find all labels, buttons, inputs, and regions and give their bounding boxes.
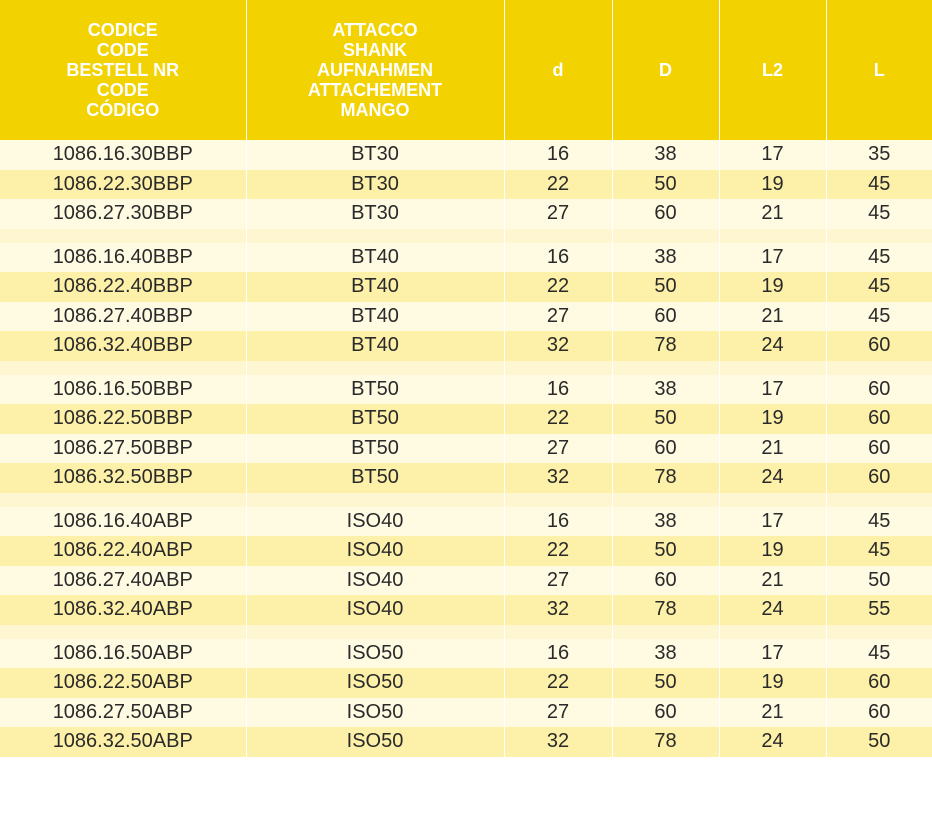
table-row xyxy=(0,375,932,405)
cell-D: 60 xyxy=(612,434,719,464)
cell-L: 50 xyxy=(826,566,932,596)
cell-code: 1086.27.40ABP xyxy=(0,566,246,596)
spacer-cell xyxy=(719,229,826,243)
cell-d: 27 xyxy=(504,199,612,229)
header-L: L xyxy=(826,0,932,140)
cell-code: 1086.22.30BBP xyxy=(0,170,246,200)
header-L2: L2 xyxy=(719,0,826,140)
spacer-cell xyxy=(0,625,246,639)
cell-L: 60 xyxy=(826,375,932,405)
cell-L2: 24 xyxy=(719,331,826,361)
spacer-cell xyxy=(0,361,246,375)
cell-L: 50 xyxy=(826,727,932,757)
spacer-cell xyxy=(246,625,504,639)
header-D: D xyxy=(612,0,719,140)
cell-d: 16 xyxy=(504,375,612,405)
cell-L2: 17 xyxy=(719,507,826,537)
cell-L: 60 xyxy=(826,463,932,493)
cell-L: 45 xyxy=(826,302,932,332)
cell-d: 27 xyxy=(504,566,612,596)
cell-L2: 21 xyxy=(719,302,826,332)
cell-D: 50 xyxy=(612,404,719,434)
cell-L2: 19 xyxy=(719,272,826,302)
cell-d: 16 xyxy=(504,243,612,273)
group-spacer xyxy=(0,229,932,243)
cell-code: 1086.32.50ABP xyxy=(0,727,246,757)
cell-L2: 24 xyxy=(719,595,826,625)
cell-D: 78 xyxy=(612,463,719,493)
cell-L: 45 xyxy=(826,243,932,273)
cell-shank: BT30 xyxy=(246,170,504,200)
cell-shank: ISO40 xyxy=(246,507,504,537)
cell-d: 32 xyxy=(504,727,612,757)
cell-L: 60 xyxy=(826,668,932,698)
spacer-cell xyxy=(0,229,246,243)
cell-shank: ISO40 xyxy=(246,595,504,625)
cell-L2: 19 xyxy=(719,536,826,566)
cell-L2: 24 xyxy=(719,727,826,757)
cell-d: 16 xyxy=(504,507,612,537)
cell-L2: 24 xyxy=(719,463,826,493)
cell-D: 60 xyxy=(612,698,719,728)
spacer-cell xyxy=(826,493,932,507)
cell-d: 16 xyxy=(504,140,612,170)
table-row xyxy=(0,404,932,434)
spacer-cell xyxy=(246,361,504,375)
table-row xyxy=(0,243,932,273)
cell-shank: ISO50 xyxy=(246,668,504,698)
cell-code: 1086.27.40BBP xyxy=(0,302,246,332)
cell-D: 78 xyxy=(612,595,719,625)
cell-L2: 21 xyxy=(719,698,826,728)
cell-D: 38 xyxy=(612,140,719,170)
cell-L2: 17 xyxy=(719,140,826,170)
cell-code: 1086.16.40ABP xyxy=(0,507,246,537)
cell-D: 78 xyxy=(612,331,719,361)
cell-L2: 17 xyxy=(719,639,826,669)
header-code: CODICE CODE BESTELL NR CODE CÓDIGO xyxy=(0,0,246,140)
cell-shank: BT50 xyxy=(246,463,504,493)
spacer-cell xyxy=(246,229,504,243)
cell-L2: 19 xyxy=(719,668,826,698)
cell-d: 32 xyxy=(504,331,612,361)
cell-d: 27 xyxy=(504,302,612,332)
cell-shank: BT30 xyxy=(246,199,504,229)
table-body xyxy=(0,140,932,757)
cell-d: 32 xyxy=(504,595,612,625)
cell-D: 38 xyxy=(612,375,719,405)
spacer-cell xyxy=(826,229,932,243)
cell-D: 50 xyxy=(612,272,719,302)
cell-L: 60 xyxy=(826,698,932,728)
cell-d: 32 xyxy=(504,463,612,493)
cell-L: 35 xyxy=(826,140,932,170)
cell-shank: BT40 xyxy=(246,302,504,332)
spacer-cell xyxy=(612,361,719,375)
table-row xyxy=(0,507,932,537)
cell-L: 45 xyxy=(826,272,932,302)
table-row xyxy=(0,434,932,464)
table-row xyxy=(0,140,932,170)
spacer-cell xyxy=(719,625,826,639)
spacer-cell xyxy=(719,493,826,507)
table-row xyxy=(0,302,932,332)
table-row xyxy=(0,536,932,566)
table-row xyxy=(0,272,932,302)
cell-code: 1086.27.50BBP xyxy=(0,434,246,464)
cell-L: 60 xyxy=(826,404,932,434)
cell-L: 45 xyxy=(826,536,932,566)
cell-code: 1086.22.40BBP xyxy=(0,272,246,302)
table-row xyxy=(0,170,932,200)
cell-d: 22 xyxy=(504,170,612,200)
cell-code: 1086.27.50ABP xyxy=(0,698,246,728)
cell-D: 60 xyxy=(612,302,719,332)
spacer-cell xyxy=(719,361,826,375)
cell-code: 1086.32.40BBP xyxy=(0,331,246,361)
cell-shank: ISO50 xyxy=(246,727,504,757)
cell-D: 60 xyxy=(612,199,719,229)
cell-code: 1086.27.30BBP xyxy=(0,199,246,229)
spacer-cell xyxy=(246,493,504,507)
group-spacer xyxy=(0,493,932,507)
cell-D: 60 xyxy=(612,566,719,596)
spacer-cell xyxy=(0,493,246,507)
table-row xyxy=(0,727,932,757)
cell-shank: ISO50 xyxy=(246,698,504,728)
cell-D: 78 xyxy=(612,727,719,757)
cell-code: 1086.22.50ABP xyxy=(0,668,246,698)
cell-D: 38 xyxy=(612,243,719,273)
cell-L2: 21 xyxy=(719,199,826,229)
cell-L2: 19 xyxy=(719,170,826,200)
cell-L2: 19 xyxy=(719,404,826,434)
table-row xyxy=(0,668,932,698)
spacer-cell xyxy=(504,229,612,243)
cell-d: 27 xyxy=(504,434,612,464)
cell-L: 45 xyxy=(826,199,932,229)
cell-L: 45 xyxy=(826,639,932,669)
cell-L: 45 xyxy=(826,170,932,200)
cell-L2: 17 xyxy=(719,243,826,273)
cell-code: 1086.32.40ABP xyxy=(0,595,246,625)
cell-D: 38 xyxy=(612,639,719,669)
table-row xyxy=(0,698,932,728)
cell-code: 1086.22.40ABP xyxy=(0,536,246,566)
cell-L2: 21 xyxy=(719,434,826,464)
cell-shank: BT40 xyxy=(246,331,504,361)
group-spacer xyxy=(0,361,932,375)
spacer-cell xyxy=(504,493,612,507)
cell-shank: BT50 xyxy=(246,375,504,405)
group-spacer xyxy=(0,625,932,639)
spacer-cell xyxy=(504,361,612,375)
cell-shank: ISO50 xyxy=(246,639,504,669)
cell-code: 1086.22.50BBP xyxy=(0,404,246,434)
cell-shank: BT40 xyxy=(246,243,504,273)
cell-d: 22 xyxy=(504,272,612,302)
spacer-cell xyxy=(826,625,932,639)
cell-shank: ISO40 xyxy=(246,536,504,566)
cell-shank: ISO40 xyxy=(246,566,504,596)
cell-code: 1086.16.50BBP xyxy=(0,375,246,405)
header-row xyxy=(0,0,932,140)
spacer-cell xyxy=(612,493,719,507)
table-row xyxy=(0,595,932,625)
cell-L2: 17 xyxy=(719,375,826,405)
cell-shank: BT30 xyxy=(246,140,504,170)
table-row xyxy=(0,331,932,361)
cell-L: 60 xyxy=(826,331,932,361)
cell-D: 50 xyxy=(612,668,719,698)
cell-D: 38 xyxy=(612,507,719,537)
header-shank: ATTACCO SHANK AUFNAHMEN ATTACHEMENT MANGO xyxy=(246,0,504,140)
cell-L: 55 xyxy=(826,595,932,625)
table-row xyxy=(0,639,932,669)
table-row xyxy=(0,566,932,596)
table-row xyxy=(0,463,932,493)
spacer-cell xyxy=(612,625,719,639)
cell-shank: BT40 xyxy=(246,272,504,302)
cell-code: 1086.16.40BBP xyxy=(0,243,246,273)
cell-shank: BT50 xyxy=(246,404,504,434)
cell-shank: BT50 xyxy=(246,434,504,464)
spacer-cell xyxy=(504,625,612,639)
table-row xyxy=(0,199,932,229)
header-d: d xyxy=(504,0,612,140)
cell-d: 22 xyxy=(504,668,612,698)
cell-d: 27 xyxy=(504,698,612,728)
cell-code: 1086.16.30BBP xyxy=(0,140,246,170)
cell-d: 22 xyxy=(504,404,612,434)
cell-code: 1086.32.50BBP xyxy=(0,463,246,493)
cell-L2: 21 xyxy=(719,566,826,596)
cell-D: 50 xyxy=(612,170,719,200)
cell-L: 45 xyxy=(826,507,932,537)
spacer-cell xyxy=(612,229,719,243)
spacer-cell xyxy=(826,361,932,375)
cell-code: 1086.16.50ABP xyxy=(0,639,246,669)
cell-L: 60 xyxy=(826,434,932,464)
cell-D: 50 xyxy=(612,536,719,566)
cell-d: 22 xyxy=(504,536,612,566)
cell-d: 16 xyxy=(504,639,612,669)
